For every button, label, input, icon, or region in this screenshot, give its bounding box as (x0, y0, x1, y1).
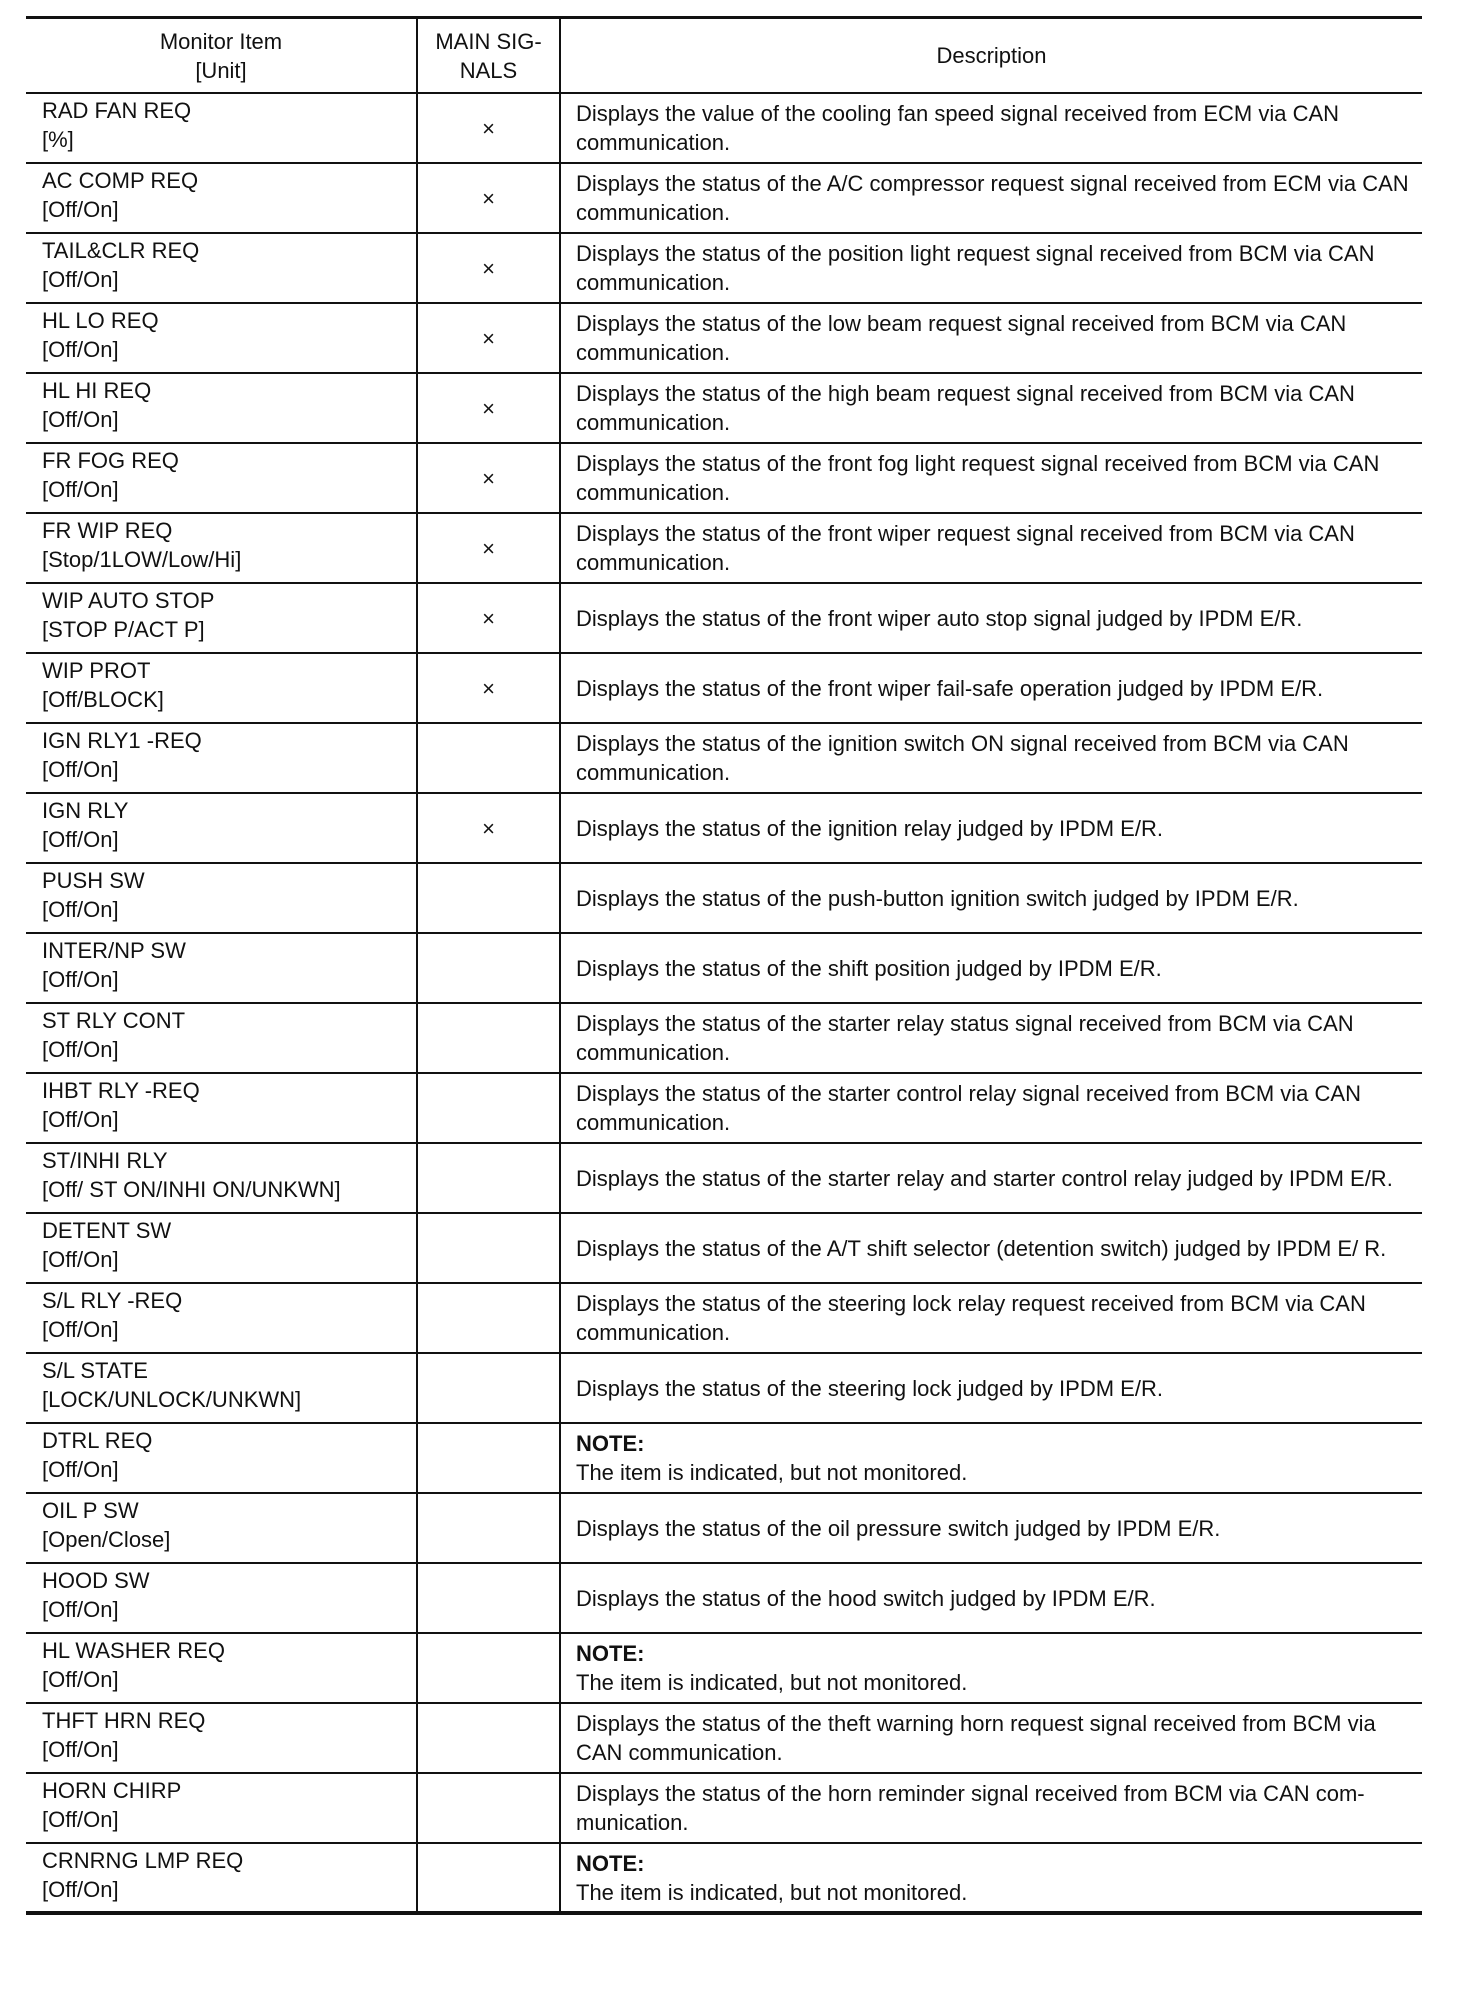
main-signal-mark (417, 1353, 560, 1423)
description-text: Displays the status of the shift position judged by IPDM E/R. (576, 955, 1162, 981)
description-text: Displays the status of the starter control relay signal received from BCM via CAN communication. (576, 1081, 1361, 1135)
main-signal-mark: × (417, 583, 560, 653)
description-cell (560, 513, 1422, 583)
monitor-item-cell (26, 513, 417, 583)
description-cell (560, 1423, 1422, 1493)
main-signal-mark (417, 723, 560, 793)
monitor-item-cell (26, 1353, 417, 1423)
table-row (26, 1143, 1422, 1213)
header-monitor-item-label: Monitor Item (159, 28, 283, 54)
monitor-item-name: DTRL REQ (42, 1428, 153, 1453)
monitor-item-unit: [Off/On] (42, 1457, 119, 1482)
monitor-item-cell (26, 1283, 417, 1353)
header-main-signals (417, 18, 560, 94)
header-main-signals-line2: NALS (459, 57, 518, 83)
monitor-item-cell (26, 443, 417, 513)
monitor-item-unit: [Off/On] (42, 1667, 119, 1692)
monitor-item-unit: [Off/On] (42, 1247, 119, 1272)
monitor-item-name: IHBT RLY -REQ (42, 1078, 200, 1103)
monitor-item-unit: [Stop/1LOW/Low/Hi] (42, 547, 242, 572)
description-cell (560, 583, 1422, 653)
main-signal-mark: × (417, 793, 560, 863)
monitor-item-cell (26, 1843, 417, 1913)
description-text: Displays the status of the ignition switch ON signal received from BCM via CAN communication. (576, 731, 1349, 785)
table-row (26, 723, 1422, 793)
monitor-item-name: S/L RLY -REQ (42, 1288, 183, 1313)
main-signal-mark: × (417, 653, 560, 723)
main-signal-mark: × (417, 513, 560, 583)
monitor-item-name: AC COMP REQ (42, 168, 199, 193)
description-text: Displays the status of the horn reminder signal received from BCM via CAN com-munication. (576, 1781, 1365, 1835)
description-text: Displays the status of the starter relay status signal received from BCM via CAN communication. (576, 1011, 1354, 1065)
monitor-item-name: ST/INHI RLY (42, 1148, 168, 1173)
table-row (26, 513, 1422, 583)
monitor-item-unit: [LOCK/UNLOCK/UNKWN] (42, 1387, 302, 1412)
monitor-item-unit: [Off/On] (42, 407, 119, 432)
header-monitor-item (26, 18, 417, 94)
table-row (26, 1633, 1422, 1703)
monitor-item-unit: [Off/On] (42, 897, 119, 922)
note-label: NOTE: (576, 1850, 645, 1876)
description-cell (560, 1563, 1422, 1633)
table-header-row (26, 18, 1422, 94)
description-text: Displays the status of the steering lock judged by IPDM E/R. (576, 1375, 1163, 1401)
description-text: Displays the status of the theft warning horn request signal received from BCM via CAN communication. (576, 1711, 1376, 1765)
description-cell (560, 793, 1422, 863)
monitor-item-unit: [Off/On] (42, 1037, 119, 1062)
description-text: The item is indicated, but not monitored. (576, 1670, 968, 1695)
header-main-signals-line1: MAIN SIG- (435, 28, 542, 54)
description-cell (560, 1143, 1422, 1213)
table-row (26, 93, 1422, 163)
table-row (26, 303, 1422, 373)
monitor-item-cell (26, 1493, 417, 1563)
description-cell (560, 233, 1422, 303)
monitor-item-cell (26, 863, 417, 933)
description-text: Displays the value of the cooling fan speed signal received from ECM via CAN communication. (576, 101, 1340, 155)
description-cell (560, 373, 1422, 443)
main-signal-mark (417, 1843, 560, 1913)
description-cell (560, 303, 1422, 373)
description-text: The item is indicated, but not monitored. (576, 1460, 968, 1485)
monitor-item-name: ST RLY CONT (42, 1008, 186, 1033)
monitor-item-cell (26, 1143, 417, 1213)
monitor-item-name: IGN RLY1 -REQ (42, 728, 202, 753)
description-text: Displays the status of the low beam request signal received from BCM via CAN communication. (576, 311, 1347, 365)
monitor-item-unit: [Off/On] (42, 757, 119, 782)
main-signal-mark (417, 1283, 560, 1353)
monitor-item-unit: [Off/ ST ON/INHI ON/UNKWN] (42, 1177, 341, 1202)
description-cell (560, 933, 1422, 1003)
monitor-item-cell (26, 653, 417, 723)
monitor-item-cell (26, 1003, 417, 1073)
monitor-item-cell (26, 723, 417, 793)
table-row (26, 1843, 1422, 1913)
table-row (26, 163, 1422, 233)
monitor-item-unit: [Off/On] (42, 827, 119, 852)
table-row (26, 793, 1422, 863)
monitor-item-unit: [Off/On] (42, 197, 119, 222)
description-text: Displays the status of the starter relay and starter control relay judged by IPDM E/R. (576, 1165, 1393, 1191)
description-cell (560, 93, 1422, 163)
monitor-item-name: OIL P SW (42, 1498, 139, 1523)
monitor-item-cell (26, 1563, 417, 1633)
monitor-item-cell (26, 373, 417, 443)
main-signal-mark: × (417, 233, 560, 303)
description-text: Displays the status of the oil pressure switch judged by IPDM E/R. (576, 1515, 1221, 1541)
monitor-item-name: S/L STATE (42, 1358, 148, 1383)
description-cell (560, 1633, 1422, 1703)
description-cell (560, 863, 1422, 933)
monitor-item-unit: [%] (42, 127, 74, 152)
description-text: Displays the status of the hood switch judged by IPDM E/R. (576, 1585, 1156, 1611)
note-label: NOTE: (576, 1431, 645, 1456)
monitor-item-name: HL WASHER REQ (42, 1638, 225, 1663)
table-row (26, 1283, 1422, 1353)
table-row (26, 1703, 1422, 1773)
monitor-item-cell (26, 1213, 417, 1283)
monitor-item-unit: [Off/On] (42, 1807, 119, 1832)
monitor-item-unit: [Off/On] (42, 1597, 119, 1622)
monitor-item-cell (26, 1703, 417, 1773)
description-text: Displays the status of the ignition relay judged by IPDM E/R. (576, 815, 1163, 841)
monitor-item-cell (26, 933, 417, 1003)
description-cell (560, 1843, 1422, 1913)
description-text: Displays the status of the position light request signal received from BCM via CAN communication. (576, 241, 1375, 295)
description-cell (560, 1703, 1422, 1773)
monitor-item-cell (26, 303, 417, 373)
description-cell (560, 1003, 1422, 1073)
monitor-item-unit: [Off/On] (42, 967, 119, 992)
monitor-item-unit: [STOP P/ACT P] (42, 617, 205, 642)
monitor-item-name: HL LO REQ (42, 308, 159, 333)
description-cell (560, 1073, 1422, 1143)
monitor-item-cell (26, 1423, 417, 1493)
main-signal-mark (417, 1633, 560, 1703)
monitor-item-cell (26, 1773, 417, 1843)
monitor-item-unit: [Off/BLOCK] (42, 687, 164, 712)
main-signal-mark (417, 1423, 560, 1493)
table-row (26, 443, 1422, 513)
description-text: Displays the status of the high beam request signal received from BCM via CAN communication. (576, 381, 1355, 435)
main-signal-mark: × (417, 373, 560, 443)
description-cell (560, 723, 1422, 793)
table-row (26, 583, 1422, 653)
monitor-item-name: FR FOG REQ (42, 448, 179, 473)
description-text: Displays the status of the push-button ignition switch judged by IPDM E/R. (576, 885, 1299, 911)
main-signal-mark (417, 1493, 560, 1563)
monitor-item-table-page (26, 16, 1422, 1915)
description-text: Displays the status of the A/T shift selector (detention switch) judged by IPDM E/ R. (576, 1235, 1387, 1261)
table-row (26, 233, 1422, 303)
description-cell (560, 1353, 1422, 1423)
main-signal-mark (417, 1073, 560, 1143)
monitor-item-cell (26, 1633, 417, 1703)
monitor-item-cell (26, 93, 417, 163)
table-row (26, 1353, 1422, 1423)
monitor-item-name: HL HI REQ (42, 378, 152, 403)
monitor-item-name: WIP PROT (42, 658, 151, 683)
table-row (26, 373, 1422, 443)
table-row (26, 1773, 1422, 1843)
description-cell (560, 1283, 1422, 1353)
table-row (26, 933, 1422, 1003)
description-cell (560, 1493, 1422, 1563)
monitor-item-unit: [Off/On] (42, 477, 119, 502)
description-text: Displays the status of the steering lock relay request received from BCM via CAN communication. (576, 1291, 1366, 1345)
table-row (26, 1073, 1422, 1143)
table-row (26, 653, 1422, 723)
header-unit-label: [Unit] (195, 57, 247, 83)
monitor-item-name: RAD FAN REQ (42, 98, 192, 123)
monitor-item-name: PUSH SW (42, 868, 145, 893)
main-signal-mark (417, 1213, 560, 1283)
monitor-item-name: IGN RLY (42, 798, 129, 823)
description-cell (560, 1773, 1422, 1843)
table-row (26, 1423, 1422, 1493)
table-row (26, 1493, 1422, 1563)
main-signal-mark: × (417, 163, 560, 233)
monitor-item-cell (26, 163, 417, 233)
table-row (26, 1003, 1422, 1073)
monitor-item-unit: [Off/On] (42, 1877, 119, 1902)
monitor-item-unit: [Off/On] (42, 1317, 119, 1342)
description-text: Displays the status of the front fog light request signal received from BCM via CAN communication. (576, 451, 1380, 505)
table-row (26, 863, 1422, 933)
main-signal-mark (417, 1773, 560, 1843)
monitor-item-name: INTER/NP SW (42, 938, 186, 963)
monitor-item-name: CRNRNG LMP REQ (42, 1848, 244, 1873)
monitor-item-name: THFT HRN REQ (42, 1708, 206, 1733)
monitor-item-cell (26, 793, 417, 863)
description-text: Displays the status of the A/C compressor request signal received from ECM via CAN communication. (576, 171, 1409, 225)
table-body (26, 93, 1422, 1913)
main-signal-mark (417, 1563, 560, 1633)
monitor-item-cell (26, 583, 417, 653)
description-text: Displays the status of the front wiper auto stop signal judged by IPDM E/R. (576, 605, 1303, 631)
monitor-item-unit: [Off/On] (42, 267, 119, 292)
monitor-item-unit: [Off/On] (42, 1107, 119, 1132)
monitor-item-unit: [Open/Close] (42, 1527, 171, 1552)
monitor-item-cell (26, 1073, 417, 1143)
description-text: Displays the status of the front wiper fail-safe operation judged by IPDM E/R. (576, 675, 1324, 701)
monitor-item-name: HORN CHIRP (42, 1778, 182, 1803)
monitor-item-name: HOOD SW (42, 1568, 150, 1593)
monitor-item-cell (26, 233, 417, 303)
note-label: NOTE: (576, 1641, 645, 1666)
description-text: The item is indicated, but not monitored. (576, 1879, 968, 1905)
main-signal-mark (417, 1003, 560, 1073)
table-row (26, 1213, 1422, 1283)
main-signal-mark: × (417, 93, 560, 163)
monitor-item-name: DETENT SW (42, 1218, 172, 1243)
monitor-item-unit: [Off/On] (42, 1737, 119, 1762)
description-text: Displays the status of the front wiper request signal received from BCM via CAN communication. (576, 521, 1355, 575)
monitor-item-name: WIP AUTO STOP (42, 588, 215, 613)
monitor-item-name: FR WIP REQ (42, 518, 173, 543)
description-cell (560, 1213, 1422, 1283)
table-row (26, 1563, 1422, 1633)
main-signal-mark: × (417, 303, 560, 373)
header-description: Description (560, 18, 1422, 94)
main-signal-mark: × (417, 443, 560, 513)
description-cell (560, 163, 1422, 233)
main-signal-mark (417, 863, 560, 933)
monitor-item-table (26, 16, 1422, 1915)
main-signal-mark (417, 1703, 560, 1773)
main-signal-mark (417, 933, 560, 1003)
main-signal-mark (417, 1143, 560, 1213)
description-cell (560, 443, 1422, 513)
monitor-item-unit: [Off/On] (42, 337, 119, 362)
description-cell (560, 653, 1422, 723)
monitor-item-name: TAIL&CLR REQ (42, 238, 200, 263)
